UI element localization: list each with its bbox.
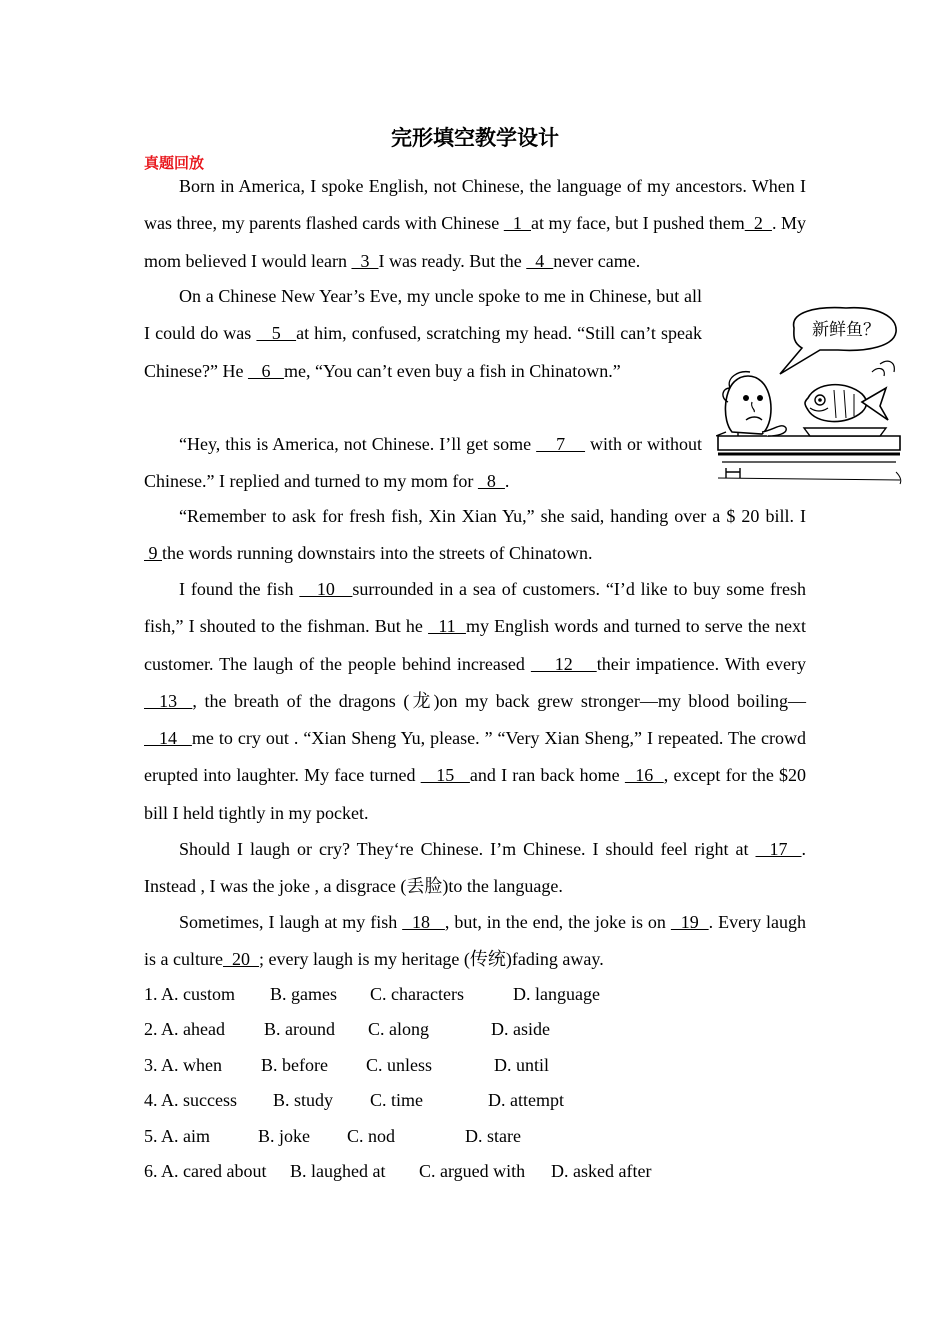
- option-c: C. time: [370, 1090, 423, 1110]
- option-a: 2. A. ahead: [144, 1019, 225, 1039]
- passage-text: Should I laugh or cry? They‘re Chinese. I’m Chinese. I should feel right at: [179, 839, 756, 859]
- passage-text: , but, in the end, the joke is on: [444, 912, 671, 932]
- question-options-5: [144, 1126, 521, 1152]
- option-c: C. argued with: [419, 1161, 526, 1181]
- blank-19: 19: [670, 912, 709, 932]
- passage-text: “Hey, this is America, not Chinese. I’ll get some: [179, 434, 537, 454]
- blank-6: 6: [247, 360, 284, 381]
- blank-1: 1: [503, 213, 531, 234]
- passage-text: with or without Chinese.” I replied and turned to my mom for: [144, 434, 703, 492]
- option-b: B. joke: [258, 1126, 310, 1146]
- passage-text: their impatience. With every: [596, 653, 807, 674]
- blank-15: 15: [420, 765, 470, 786]
- option-b: B. laughed at: [290, 1161, 386, 1181]
- blank-2: 2: [744, 213, 772, 234]
- blank-14: 14: [144, 728, 192, 749]
- blank-18: 18: [402, 912, 445, 932]
- blank-20: 20: [222, 949, 259, 970]
- option-c: C. characters: [370, 984, 464, 1004]
- blank-9: 9: [144, 543, 162, 564]
- option-d: D. stare: [465, 1126, 521, 1146]
- page-title: 完形填空教学设计: [391, 125, 559, 150]
- blank-11: 11: [428, 616, 466, 637]
- option-a: 4. A. success: [144, 1090, 237, 1110]
- passage-paragraph-4: [144, 498, 806, 573]
- section-label: 真题回放: [144, 154, 205, 172]
- passage-text: “Remember to ask for fresh fish, Xin Xian Yu,” she said, handing over a $ 20 bill. I: [179, 506, 806, 526]
- fish-cartoon-illustration: [716, 302, 904, 488]
- blank-17: 17: [755, 839, 802, 859]
- passage-text: , except for the $20 bill I held tightly in my pocket.: [144, 765, 807, 823]
- passage-paragraph-1: [144, 168, 806, 280]
- passage-text: surrounded in a sea of customers. “I’d like to buy some fresh fish,” I shouted to the fishman. But he: [144, 579, 807, 637]
- blank-5: 5: [256, 323, 297, 344]
- passage-text: On a Chinese New Year’s Eve, my uncle spoke to me in Chinese, but all I could do was: [144, 286, 702, 344]
- option-d: D. language: [513, 984, 600, 1004]
- passage-text: and I ran back home: [469, 765, 625, 786]
- option-a: 5. A. aim: [144, 1126, 210, 1146]
- option-a: 3. A. when: [144, 1055, 222, 1075]
- question-options-2: [144, 1019, 550, 1045]
- passage-paragraph-6: [144, 831, 806, 906]
- blank-4: 4: [526, 250, 554, 271]
- option-d: D. asked after: [551, 1161, 652, 1181]
- passage-text: . Instead , I was the joke , a disgrace (丢脸)to the language.: [144, 839, 807, 897]
- blank-10: 10: [299, 579, 353, 599]
- option-c: C. along: [368, 1019, 429, 1039]
- option-b: B. study: [273, 1090, 334, 1110]
- passage-text: Sometimes, I laugh at my fish: [179, 912, 403, 932]
- passage-paragraph-5: [144, 571, 806, 832]
- option-a: 6. A. cared about: [144, 1161, 267, 1181]
- option-b: B. around: [264, 1019, 335, 1039]
- option-d: D. aside: [491, 1019, 550, 1039]
- blank-3: 3: [351, 250, 379, 271]
- option-a: 1. A. custom: [144, 984, 236, 1004]
- option-d: D. until: [494, 1055, 550, 1075]
- option-c: C. unless: [366, 1055, 433, 1075]
- blank-8: 8: [477, 471, 505, 492]
- passage-text: I found the fish: [179, 579, 300, 599]
- passage-text: at him, confused, scratching my head. “Still can’t speak Chinese?” He: [144, 323, 702, 381]
- option-b: B. before: [261, 1055, 328, 1075]
- blank-16: 16: [624, 765, 664, 786]
- passage-text: at my face, but I pushed them: [531, 213, 745, 234]
- question-options-3: [144, 1055, 550, 1081]
- passage-paragraph-7: [144, 904, 806, 979]
- question-options-1: [144, 984, 600, 1010]
- passage-text: me to cry out . “Xian Sheng Yu, please. ” “Very Xian Sheng,” I repeated. The crowd erupted into laughter. My face turned: [144, 728, 807, 786]
- speech-bubble-text: 新鲜鱼？: [812, 320, 880, 340]
- question-options-4: [144, 1090, 564, 1116]
- passage-paragraph-3: [144, 426, 702, 501]
- passage-text: .: [504, 471, 510, 492]
- question-options-6: [144, 1161, 652, 1187]
- passage-text: never came.: [553, 250, 641, 271]
- passage-paragraph-2: [144, 278, 702, 390]
- option-b: B. games: [270, 984, 337, 1004]
- blank-13: 13: [144, 690, 193, 711]
- passage-text: the words running downstairs into the streets of Chinatown.: [162, 543, 593, 564]
- option-c: C. nod: [347, 1126, 396, 1146]
- passage-text: me, “You can’t even buy a fish in Chinatown.”: [283, 360, 621, 381]
- passage-text: Born in America, I spoke English, not Chinese, the language of my ancestors. When I was three, my parents flashed cards with Chinese: [144, 176, 806, 234]
- blank-7: 7: [536, 434, 586, 454]
- passage-text: . My mom believed I would learn: [144, 213, 806, 271]
- passage-text: my English words and turned to serve the next customer. The laugh of the people behind increased: [144, 616, 806, 674]
- passage-text: , the breath of the dragons (龙)on my back grew stronger—my blood boiling—: [192, 690, 807, 711]
- passage-text: ; every laugh is my heritage (传统)fading away.: [258, 949, 604, 970]
- passage-text: I was ready. But the: [378, 250, 527, 271]
- option-d: D. attempt: [488, 1090, 564, 1110]
- blank-12: 12: [530, 653, 597, 674]
- passage-text: . Every laugh is a culture: [144, 912, 807, 970]
